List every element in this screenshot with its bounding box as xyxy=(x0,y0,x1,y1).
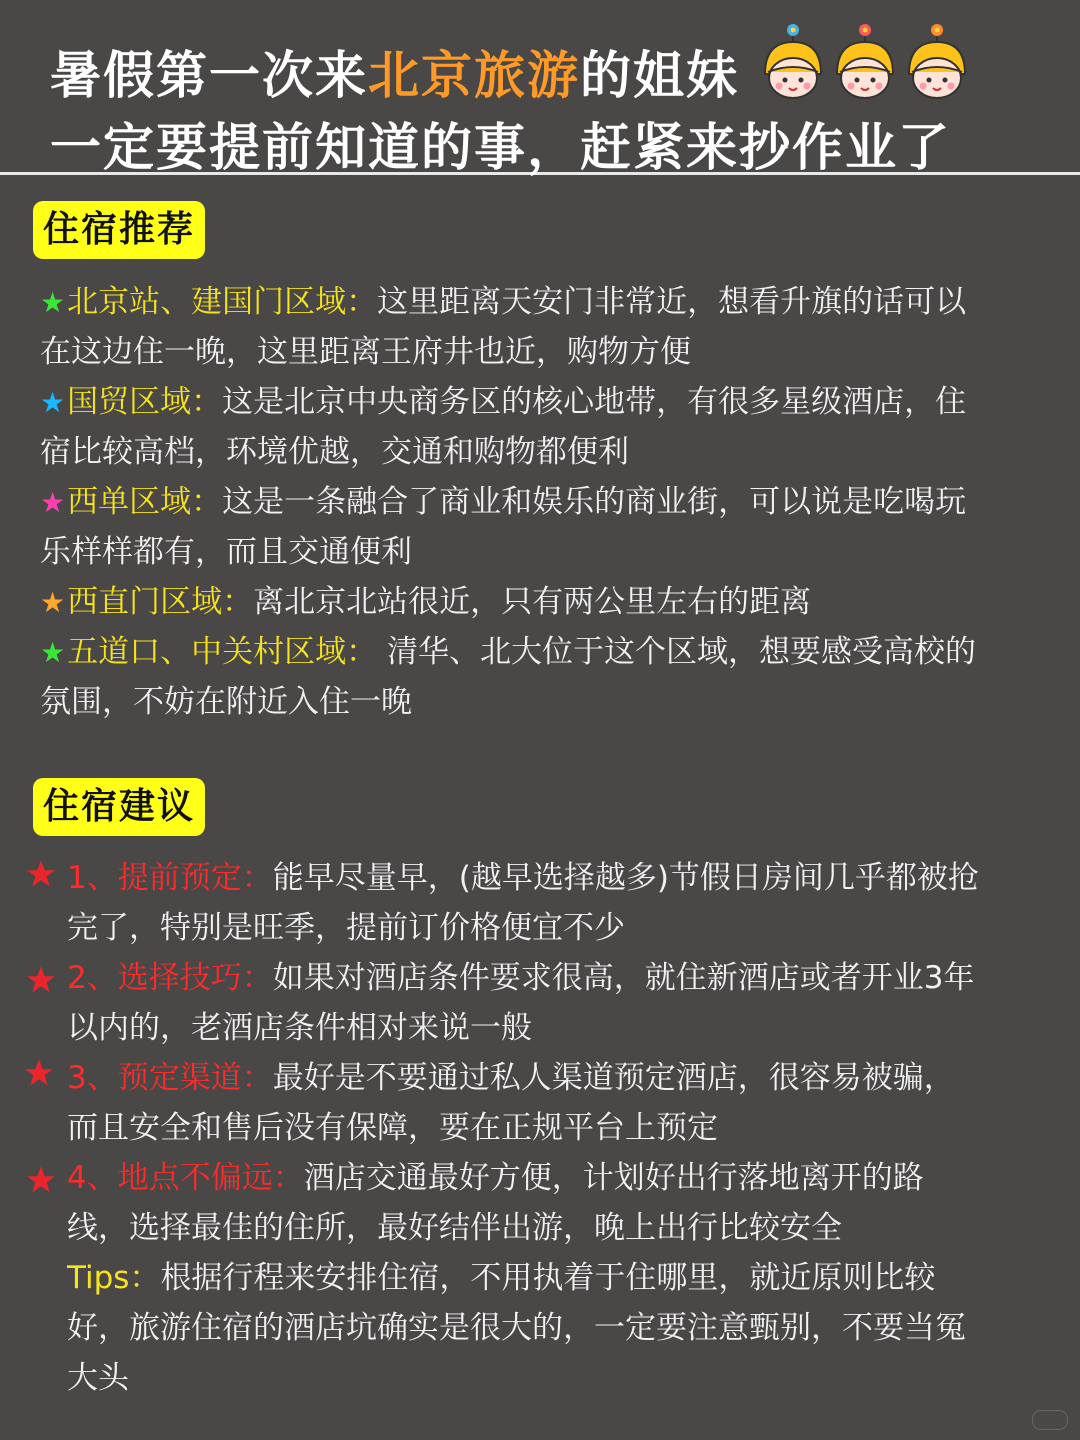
advice-item-2-line2: 以内的，老酒店条件相对来说一般 xyxy=(67,1010,532,1046)
advice-item-3-line2: 而且安全和售后没有保障，要在正规平台上预定 xyxy=(67,1110,718,1146)
recommend-item-2-line2: 宿比较高档，环境优越，交通和购物都便利 xyxy=(40,434,629,470)
recommend-item-3-line1: 这是一条融合了商业和娱乐的商业街，可以说是吃喝玩 xyxy=(222,484,967,520)
recommend-item-4-key: 西直门区域： xyxy=(67,584,254,620)
advice-item-2-key: 2、选择技巧： xyxy=(67,960,273,996)
section-label-advice: 住宿建议 xyxy=(33,778,205,836)
recommend-item-1-line2: 在这边住一晚，这里距离王府井也近，购物方便 xyxy=(40,334,691,370)
advice-item-1-line1: 能早尽量早，(越早选择越多)节假日房间几乎都被抢 xyxy=(272,860,979,896)
recommend-item-2 xyxy=(40,377,966,477)
recommend-item-2-key: 国贸区域： xyxy=(67,384,223,420)
title-line-2: 一定要提前知道的事，赶紧来抄作业了 xyxy=(50,119,952,178)
section-label-recommend: 住宿推荐 xyxy=(33,201,205,259)
title-line-1-highlight: 北京旅游 xyxy=(368,47,581,106)
recommend-item-3-line2: 乐样样都有，而且交通便利 xyxy=(40,534,412,570)
green-star-icon: ★ xyxy=(40,636,66,669)
recommend-item-4-line1: 离北京北站很近，只有两公里左右的距离 xyxy=(253,584,812,620)
recommend-item-1-key: 北京站、建国门区域： xyxy=(67,284,378,320)
title-line-1-post: 的姐妹 xyxy=(580,47,740,106)
red-star-icon xyxy=(26,1165,56,1195)
advice-item-4-key: 4、地点不偏远： xyxy=(67,1160,304,1196)
recommend-item-1-line1: 这里距离天安门非常近，想看升旗的话可以 xyxy=(377,284,967,320)
title-line-1-pre: 暑假第一次来 xyxy=(50,47,369,106)
advice-item-4-line2: 线，选择最佳的住所，最好结伴出游，晚上出行比较安全 xyxy=(67,1210,842,1246)
advice-item-3 xyxy=(67,1053,955,1153)
advice-tips-key: Tips： xyxy=(67,1260,161,1296)
advice-item-2 xyxy=(67,953,974,1053)
advice-tips-line3: 大头 xyxy=(67,1360,129,1396)
recommend-item-2-line1: 这是北京中央商务区的核心地带，有很多星级酒店，住 xyxy=(222,384,967,420)
advice-item-3-line1: 最好是不要通过私人渠道预定酒店，很容易被骗， xyxy=(272,1060,955,1096)
advice-item-4-line1: 酒店交通最好方便，计划好出行落地离开的路 xyxy=(303,1160,924,1196)
advice-tips xyxy=(67,1253,966,1403)
header xyxy=(0,0,1080,178)
advice-item-2-line1: 如果对酒店条件要求很高，就住新酒店或者开业3年 xyxy=(272,960,975,996)
recommend-item-5-line1: 清华、北大位于这个区域，想要感受高校的 xyxy=(377,634,976,670)
advice-tips-line1: 根据行程来安排住宿，不用执着于住哪里，就近原则比较 xyxy=(160,1260,936,1296)
recommend-item-4 xyxy=(40,577,811,627)
blue-star-icon: ★ xyxy=(40,386,66,419)
advice-item-4 xyxy=(67,1153,924,1253)
recommend-item-3-key: 西单区域： xyxy=(67,484,223,520)
advice-item-1-line2: 完了，特别是旺季，提前订价格便宜不少 xyxy=(67,910,625,946)
recommend-item-5-line2: 氛围，不妨在附近入住一晚 xyxy=(40,684,412,720)
red-star-icon xyxy=(26,965,56,995)
pink-star-icon: ★ xyxy=(40,486,66,519)
recommend-item-1 xyxy=(40,277,966,377)
advice-item-3-key: 3、预定渠道： xyxy=(67,1060,273,1096)
red-star-icon xyxy=(24,1058,54,1088)
three-kids-with-yellow-hats-icon xyxy=(760,16,970,106)
recommend-item-5 xyxy=(40,627,976,727)
recommend-item-3 xyxy=(40,477,966,577)
orange-star-icon: ★ xyxy=(40,586,66,619)
advice-item-1-key: 1、提前预定： xyxy=(67,860,273,896)
red-star-icon xyxy=(26,859,56,889)
green-star-icon: ★ xyxy=(40,286,66,319)
title-line-1 xyxy=(50,34,739,108)
advice-item-1 xyxy=(67,853,979,953)
watermark-logo xyxy=(1032,1410,1068,1430)
advice-tips-line2: 好，旅游住宿的酒店坑确实是很大的，一定要注意甄别，不要当冤 xyxy=(67,1310,966,1346)
recommend-item-5-key: 五道口、中关村区域： xyxy=(67,634,378,670)
